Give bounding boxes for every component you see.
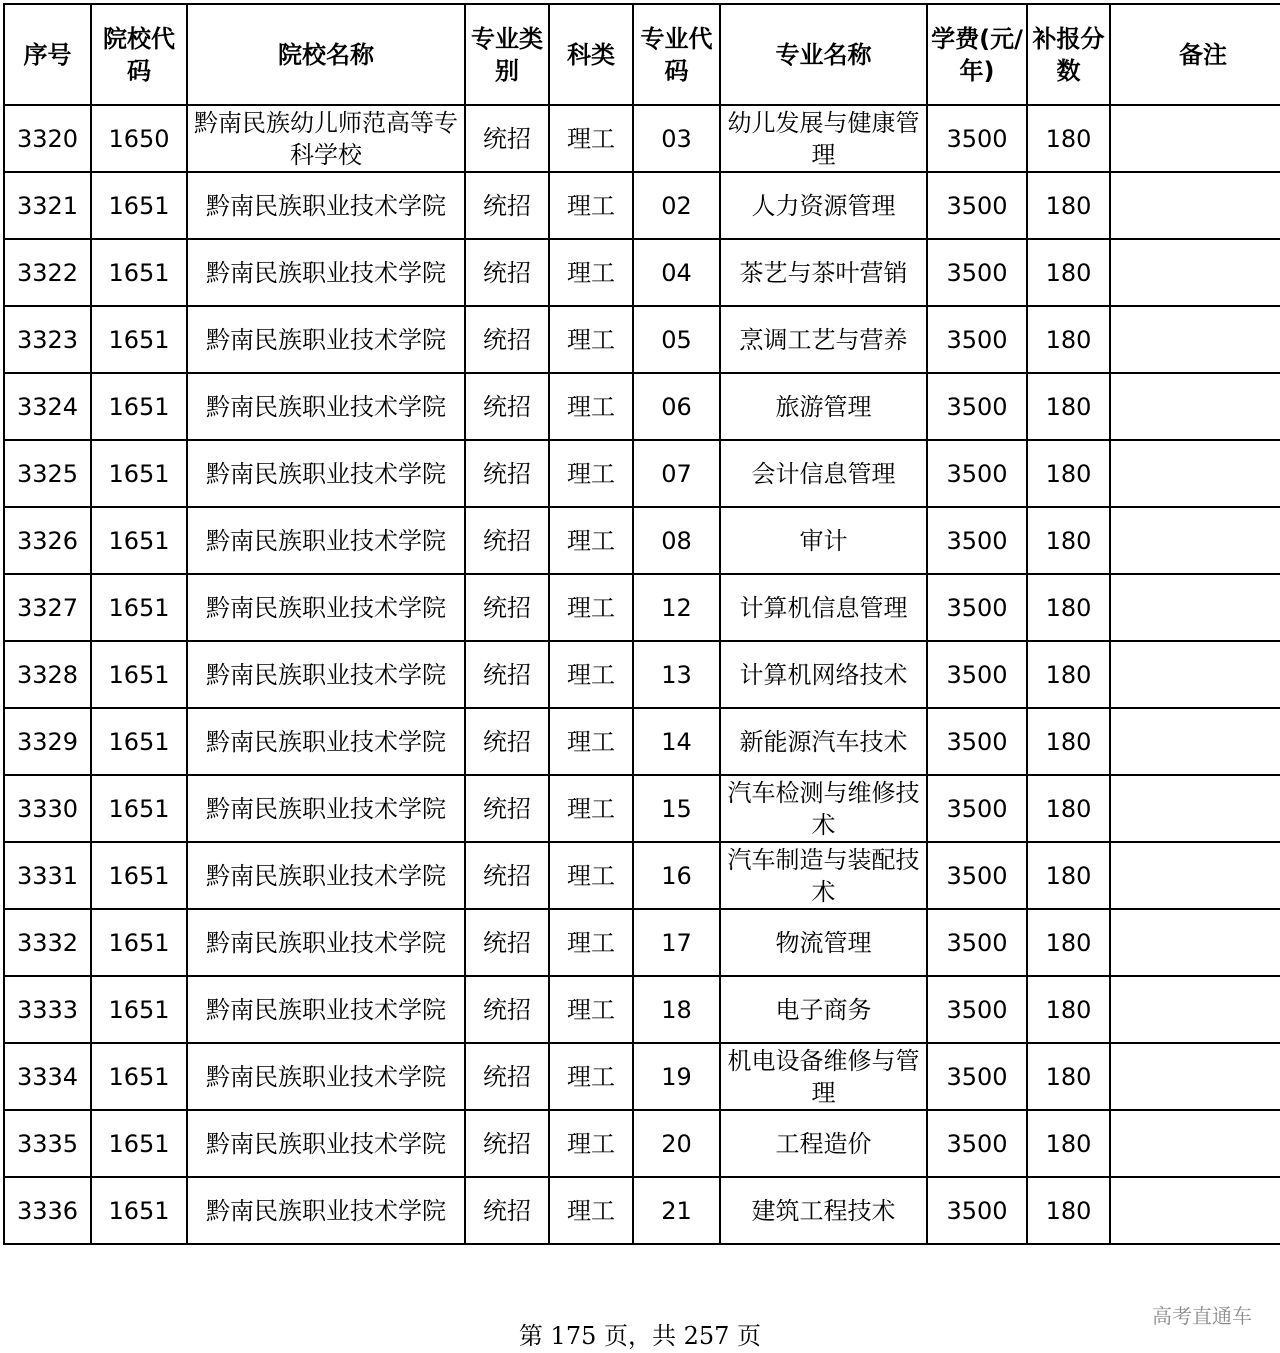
table-row bbox=[4, 239, 1280, 306]
cell-tuition: 3500 bbox=[927, 842, 1027, 909]
cell-school-code: 1651 bbox=[91, 373, 187, 440]
cell-remark bbox=[1110, 842, 1280, 909]
cell-school-name: 黔南民族职业技术学院 bbox=[187, 1177, 465, 1244]
cell-seq: 3336 bbox=[4, 1177, 91, 1244]
cell-tuition: 3500 bbox=[927, 1043, 1027, 1110]
cell-min-score: 180 bbox=[1027, 909, 1110, 976]
cell-seq: 3320 bbox=[4, 105, 91, 172]
cell-major-code: 05 bbox=[633, 306, 720, 373]
cell-school-code: 1651 bbox=[91, 1110, 187, 1177]
cell-school-name: 黔南民族职业技术学院 bbox=[187, 909, 465, 976]
cell-major-type: 统招 bbox=[465, 976, 549, 1043]
cell-school-name: 黔南民族职业技术学院 bbox=[187, 1110, 465, 1177]
cell-min-score: 180 bbox=[1027, 440, 1110, 507]
cell-subject: 理工 bbox=[549, 172, 633, 239]
cell-seq: 3321 bbox=[4, 172, 91, 239]
header-seq: 序号 bbox=[4, 4, 91, 105]
cell-major-name: 汽车检测与维修技术 bbox=[720, 775, 927, 842]
cell-subject: 理工 bbox=[549, 574, 633, 641]
cell-remark bbox=[1110, 641, 1280, 708]
cell-major-type: 统招 bbox=[465, 1110, 549, 1177]
cell-major-name: 机电设备维修与管理 bbox=[720, 1043, 927, 1110]
table-row bbox=[4, 373, 1280, 440]
cell-remark bbox=[1110, 507, 1280, 574]
cell-major-type: 统招 bbox=[465, 708, 549, 775]
cell-school-code: 1651 bbox=[91, 507, 187, 574]
cell-tuition: 3500 bbox=[927, 775, 1027, 842]
cell-min-score: 180 bbox=[1027, 1177, 1110, 1244]
cell-school-code: 1651 bbox=[91, 842, 187, 909]
cell-subject: 理工 bbox=[549, 842, 633, 909]
table-body bbox=[4, 105, 1280, 1244]
cell-major-name: 建筑工程技术 bbox=[720, 1177, 927, 1244]
cell-tuition: 3500 bbox=[927, 507, 1027, 574]
cell-min-score: 180 bbox=[1027, 574, 1110, 641]
cell-school-code: 1651 bbox=[91, 708, 187, 775]
cell-school-name: 黔南民族幼儿师范高等专科学校 bbox=[187, 105, 465, 172]
cell-seq: 3322 bbox=[4, 239, 91, 306]
cell-major-code: 08 bbox=[633, 507, 720, 574]
cell-major-type: 统招 bbox=[465, 105, 549, 172]
header-remark: 备注 bbox=[1110, 4, 1280, 105]
cell-remark bbox=[1110, 306, 1280, 373]
cell-subject: 理工 bbox=[549, 976, 633, 1043]
table-row bbox=[4, 842, 1280, 909]
cell-tuition: 3500 bbox=[927, 239, 1027, 306]
cell-school-code: 1651 bbox=[91, 909, 187, 976]
table-header-row bbox=[4, 4, 1280, 105]
cell-seq: 3326 bbox=[4, 507, 91, 574]
cell-subject: 理工 bbox=[549, 775, 633, 842]
cell-school-code: 1651 bbox=[91, 641, 187, 708]
header-school-name: 院校名称 bbox=[187, 4, 465, 105]
header-min-score: 补报分数 bbox=[1027, 4, 1110, 105]
cell-seq: 3329 bbox=[4, 708, 91, 775]
cell-subject: 理工 bbox=[549, 440, 633, 507]
table-row bbox=[4, 775, 1280, 842]
cell-school-code: 1651 bbox=[91, 239, 187, 306]
cell-min-score: 180 bbox=[1027, 105, 1110, 172]
table-row bbox=[4, 105, 1280, 172]
cell-seq: 3327 bbox=[4, 574, 91, 641]
header-school-code: 院校代码 bbox=[91, 4, 187, 105]
cell-major-code: 12 bbox=[633, 574, 720, 641]
cell-seq: 3332 bbox=[4, 909, 91, 976]
table-row bbox=[4, 1043, 1280, 1110]
cell-seq: 3325 bbox=[4, 440, 91, 507]
cell-seq: 3334 bbox=[4, 1043, 91, 1110]
cell-major-code: 04 bbox=[633, 239, 720, 306]
cell-min-score: 180 bbox=[1027, 373, 1110, 440]
cell-major-name: 幼儿发展与健康管理 bbox=[720, 105, 927, 172]
cell-major-code: 07 bbox=[633, 440, 720, 507]
cell-tuition: 3500 bbox=[927, 976, 1027, 1043]
cell-major-type: 统招 bbox=[465, 909, 549, 976]
cell-major-code: 17 bbox=[633, 909, 720, 976]
cell-major-name: 汽车制造与装配技术 bbox=[720, 842, 927, 909]
table-row bbox=[4, 708, 1280, 775]
cell-major-name: 会计信息管理 bbox=[720, 440, 927, 507]
cell-remark bbox=[1110, 373, 1280, 440]
cell-school-name: 黔南民族职业技术学院 bbox=[187, 507, 465, 574]
cell-seq: 3324 bbox=[4, 373, 91, 440]
cell-remark bbox=[1110, 239, 1280, 306]
cell-major-name: 电子商务 bbox=[720, 976, 927, 1043]
cell-min-score: 180 bbox=[1027, 708, 1110, 775]
cell-major-name: 物流管理 bbox=[720, 909, 927, 976]
cell-major-type: 统招 bbox=[465, 641, 549, 708]
table-row bbox=[4, 440, 1280, 507]
cell-seq: 3331 bbox=[4, 842, 91, 909]
cell-tuition: 3500 bbox=[927, 574, 1027, 641]
cell-school-code: 1651 bbox=[91, 574, 187, 641]
cell-remark bbox=[1110, 775, 1280, 842]
header-major-code: 专业代码 bbox=[633, 4, 720, 105]
cell-major-type: 统招 bbox=[465, 440, 549, 507]
cell-min-score: 180 bbox=[1027, 1110, 1110, 1177]
cell-major-code: 21 bbox=[633, 1177, 720, 1244]
cell-major-type: 统招 bbox=[465, 1177, 549, 1244]
cell-major-name: 茶艺与茶叶营销 bbox=[720, 239, 927, 306]
table-row bbox=[4, 1177, 1280, 1244]
cell-school-name: 黔南民族职业技术学院 bbox=[187, 440, 465, 507]
cell-major-name: 旅游管理 bbox=[720, 373, 927, 440]
cell-school-name: 黔南民族职业技术学院 bbox=[187, 239, 465, 306]
cell-school-code: 1651 bbox=[91, 306, 187, 373]
cell-major-code: 19 bbox=[633, 1043, 720, 1110]
header-subject: 科类 bbox=[549, 4, 633, 105]
cell-min-score: 180 bbox=[1027, 775, 1110, 842]
cell-school-name: 黔南民族职业技术学院 bbox=[187, 172, 465, 239]
cell-school-name: 黔南民族职业技术学院 bbox=[187, 306, 465, 373]
table-row bbox=[4, 641, 1280, 708]
cell-subject: 理工 bbox=[549, 1043, 633, 1110]
cell-min-score: 180 bbox=[1027, 507, 1110, 574]
table-row bbox=[4, 306, 1280, 373]
cell-major-type: 统招 bbox=[465, 373, 549, 440]
cell-major-name: 计算机信息管理 bbox=[720, 574, 927, 641]
cell-major-code: 20 bbox=[633, 1110, 720, 1177]
cell-subject: 理工 bbox=[549, 641, 633, 708]
cell-major-type: 统招 bbox=[465, 306, 549, 373]
cell-school-code: 1651 bbox=[91, 440, 187, 507]
cell-school-name: 黔南民族职业技术学院 bbox=[187, 775, 465, 842]
cell-tuition: 3500 bbox=[927, 1177, 1027, 1244]
cell-major-code: 16 bbox=[633, 842, 720, 909]
cell-major-name: 人力资源管理 bbox=[720, 172, 927, 239]
cell-school-code: 1651 bbox=[91, 775, 187, 842]
cell-school-code: 1651 bbox=[91, 172, 187, 239]
cell-tuition: 3500 bbox=[927, 105, 1027, 172]
cell-major-code: 06 bbox=[633, 373, 720, 440]
cell-major-type: 统招 bbox=[465, 507, 549, 574]
admission-table bbox=[3, 3, 1280, 1245]
table-row bbox=[4, 507, 1280, 574]
header-major-type: 专业类别 bbox=[465, 4, 549, 105]
cell-school-name: 黔南民族职业技术学院 bbox=[187, 842, 465, 909]
cell-tuition: 3500 bbox=[927, 440, 1027, 507]
cell-major-name: 审计 bbox=[720, 507, 927, 574]
cell-seq: 3323 bbox=[4, 306, 91, 373]
cell-major-name: 工程造价 bbox=[720, 1110, 927, 1177]
cell-subject: 理工 bbox=[549, 105, 633, 172]
cell-school-name: 黔南民族职业技术学院 bbox=[187, 1043, 465, 1110]
cell-major-type: 统招 bbox=[465, 842, 549, 909]
cell-major-code: 13 bbox=[633, 641, 720, 708]
cell-seq: 3335 bbox=[4, 1110, 91, 1177]
cell-school-code: 1651 bbox=[91, 1043, 187, 1110]
cell-tuition: 3500 bbox=[927, 306, 1027, 373]
cell-major-type: 统招 bbox=[465, 172, 549, 239]
cell-subject: 理工 bbox=[549, 239, 633, 306]
cell-remark bbox=[1110, 172, 1280, 239]
cell-min-score: 180 bbox=[1027, 976, 1110, 1043]
cell-subject: 理工 bbox=[549, 507, 633, 574]
cell-school-code: 1650 bbox=[91, 105, 187, 172]
cell-subject: 理工 bbox=[549, 909, 633, 976]
cell-school-name: 黔南民族职业技术学院 bbox=[187, 373, 465, 440]
cell-major-type: 统招 bbox=[465, 1043, 549, 1110]
cell-min-score: 180 bbox=[1027, 306, 1110, 373]
cell-remark bbox=[1110, 1110, 1280, 1177]
cell-school-code: 1651 bbox=[91, 976, 187, 1043]
header-tuition: 学费(元/年) bbox=[927, 4, 1027, 105]
cell-remark bbox=[1110, 1177, 1280, 1244]
cell-major-code: 15 bbox=[633, 775, 720, 842]
cell-major-name: 烹调工艺与营养 bbox=[720, 306, 927, 373]
cell-remark bbox=[1110, 440, 1280, 507]
cell-tuition: 3500 bbox=[927, 641, 1027, 708]
cell-subject: 理工 bbox=[549, 708, 633, 775]
cell-school-name: 黔南民族职业技术学院 bbox=[187, 641, 465, 708]
cell-remark bbox=[1110, 976, 1280, 1043]
watermark-text: 高考直通车 bbox=[1152, 1304, 1252, 1328]
cell-major-code: 02 bbox=[633, 172, 720, 239]
cell-major-code: 18 bbox=[633, 976, 720, 1043]
cell-subject: 理工 bbox=[549, 1110, 633, 1177]
cell-seq: 3333 bbox=[4, 976, 91, 1043]
cell-major-type: 统招 bbox=[465, 574, 549, 641]
cell-min-score: 180 bbox=[1027, 641, 1110, 708]
cell-remark bbox=[1110, 909, 1280, 976]
cell-tuition: 3500 bbox=[927, 172, 1027, 239]
cell-subject: 理工 bbox=[549, 306, 633, 373]
cell-min-score: 180 bbox=[1027, 172, 1110, 239]
cell-major-code: 14 bbox=[633, 708, 720, 775]
cell-school-name: 黔南民族职业技术学院 bbox=[187, 708, 465, 775]
cell-min-score: 180 bbox=[1027, 239, 1110, 306]
cell-seq: 3328 bbox=[4, 641, 91, 708]
cell-tuition: 3500 bbox=[927, 373, 1027, 440]
cell-remark bbox=[1110, 1043, 1280, 1110]
cell-remark bbox=[1110, 708, 1280, 775]
page-number: 第 175 页，共 257 页 bbox=[518, 1322, 762, 1350]
cell-major-code: 03 bbox=[633, 105, 720, 172]
cell-school-name: 黔南民族职业技术学院 bbox=[187, 976, 465, 1043]
cell-remark bbox=[1110, 574, 1280, 641]
cell-major-type: 统招 bbox=[465, 775, 549, 842]
cell-school-name: 黔南民族职业技术学院 bbox=[187, 574, 465, 641]
cell-remark bbox=[1110, 105, 1280, 172]
cell-min-score: 180 bbox=[1027, 842, 1110, 909]
table-row bbox=[4, 1110, 1280, 1177]
cell-tuition: 3500 bbox=[927, 708, 1027, 775]
cell-tuition: 3500 bbox=[927, 909, 1027, 976]
cell-school-code: 1651 bbox=[91, 1177, 187, 1244]
table-row bbox=[4, 172, 1280, 239]
table-row bbox=[4, 976, 1280, 1043]
cell-major-type: 统招 bbox=[465, 239, 549, 306]
table-row bbox=[4, 574, 1280, 641]
cell-tuition: 3500 bbox=[927, 1110, 1027, 1177]
header-major-name: 专业名称 bbox=[720, 4, 927, 105]
cell-seq: 3330 bbox=[4, 775, 91, 842]
cell-major-name: 新能源汽车技术 bbox=[720, 708, 927, 775]
cell-major-name: 计算机网络技术 bbox=[720, 641, 927, 708]
table-row bbox=[4, 909, 1280, 976]
cell-subject: 理工 bbox=[549, 1177, 633, 1244]
cell-subject: 理工 bbox=[549, 373, 633, 440]
cell-min-score: 180 bbox=[1027, 1043, 1110, 1110]
